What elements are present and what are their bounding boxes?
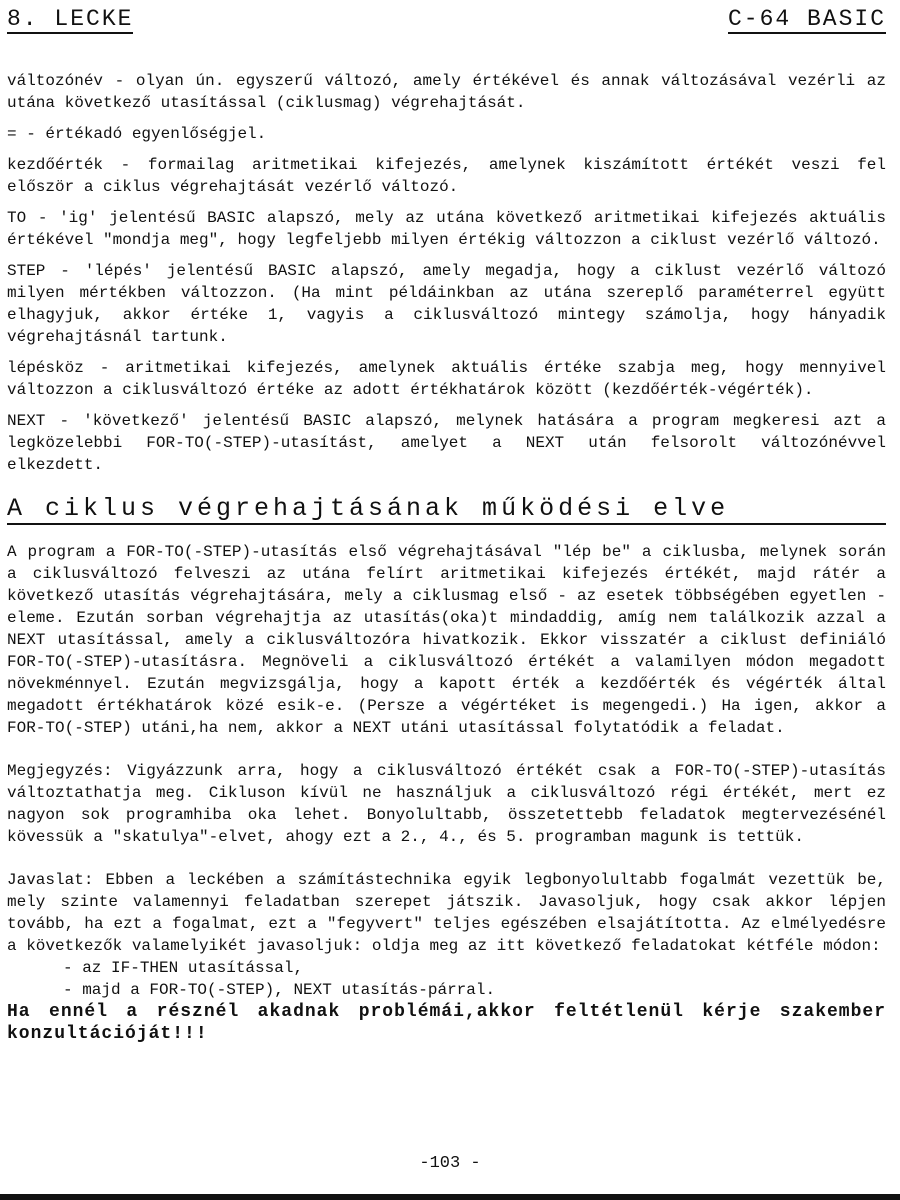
note-paragraph: Megjegyzés: Vigyázzunk arra, hogy a ciklusváltozó értékét csak a FOR-TO(-STEP)-utasítás változtathatja meg. Cikluson kívül ne használjuk a ciklusváltozó régi értékét, mert ez nagyon sok programhiba oka lehet. Bonyolultabb, összetettebb feladatok megtervezésénél kövessük a "skatulya"-elvet, ahogy ezt a 2., 4., és 5. programban magunk is tettük. [7,762,886,846]
definition-to-keyword: TO - 'ig' jelentésű BASIC alapszó, mely az utána következő aritmetikai kifejezés aktuális értékével "mondja meg", hogy legfeljebb milyen értékig változzon a ciklust vezérlő változó. [7,209,886,249]
lesson-label: 8. LECKE [7,6,134,32]
definition-variable-name: változónév - olyan ún. egyszerű változó, amely értékével és annak változásával vezérli az utána következő utasítással (ciklusmag) végrehajtását. [7,72,886,112]
list-item-for-next: - majd a FOR-TO(-STEP), NEXT utasítás-párral. [63,981,496,999]
definition-step-keyword: STEP - 'lépés' jelentésű BASIC alapszó, amely megadja, hogy a ciklust vezérlő változó milyen mértékben változzon. (Ha mint példáinkban az utána szereplő paraméterrel együtt elhagyjuk, akkor értéke 1, vagyis a ciklusváltozó mintegy számolja, hogy hányadik végrehajtásnál tartunk. [7,262,886,346]
definition-equals-sign: = - értékadó egyenlőségjel. [7,125,267,143]
definition-next-keyword: NEXT - 'következő' jelentésű BASIC alapszó, melynek hatására a program megkeresi azt a legközelebbi FOR-TO(-STEP)-utasítást, amelyet a NEXT után felsorolt változónévvel elkezdett. [7,412,886,474]
page-number: -103 - [419,1154,481,1173]
list-item-if-then: - az IF-THEN utasítással, [63,959,304,977]
definition-step-size: lépésköz - aritmetikai kifejezés, amelynek aktuális értéke szabja meg, hogy mennyivel változzon a ciklusváltozó értéke az adott értékhatárok között (kezdőérték-végérték). [7,359,886,399]
running-header [7,6,886,40]
book-title: C-64 BASIC [727,6,886,32]
definition-start-value: kezdőérték - formailag aritmetikai kifejezés, amelynek kiszámított értékét veszi fel először a ciklus végrehajtását vezérlő változó. [7,156,886,196]
warning-notice: Ha ennél a résznél akadnak problémái,akkor feltétlenül kérje szakember konzultációját!!! [7,1002,886,1044]
suggestion-paragraph: Javaslat: Ebben a leckében a számítástechnika egyik legbonyolultabb fogalmát vezettük be, mely szinte valamennyi feladatban szerepet játszik. Javasoljuk, hogy csak akkor lépjen tovább, ha ezt a fogalmat, ezt a "fegyvert" teljes egészében elsajátította. Az elmélyedésre a következők valamelyikét javasoljuk: oldja meg az itt következő feladatokat kétféle módon: [7,871,886,955]
principle-paragraph: A program a FOR-TO(-STEP)-utasítás első végrehajtásával "lép be" a ciklusba, melynek során a ciklusváltozó felveszi az utána felírt aritmetikai kifejezés értékét, majd rátér a következő utasítás végrehajtására, mely a ciklusmag első - az esetek többségében egyetlen - eleme. Ezután sorban végrehajtja az utasítás(oka)t mindaddig, amíg nem találkozik azzal a NEXT utasítással, amely a ciklusváltozóra hivatkozik. Ekkor visszatér a ciklust definiáló FOR-TO(-STEP)-utasításra. Megnöveli a ciklusváltozó értékét a valamilyen módon megadott növekménnyel. Ezután megvizsgálja, hogy a kapott érték a kezdőérték és végérték által megadott értékhatárok közé esik-e. (Persze a végértéket is megengedi.) Ha igen, akkor a FOR-TO(-STEP) utáni,ha nem, akkor a NEXT utáni utasítással folytatódik a feladat. [7,543,886,737]
section-heading: A ciklus végrehajtásának működési elve [7,495,886,525]
bottom-edge-rule [0,1194,900,1200]
